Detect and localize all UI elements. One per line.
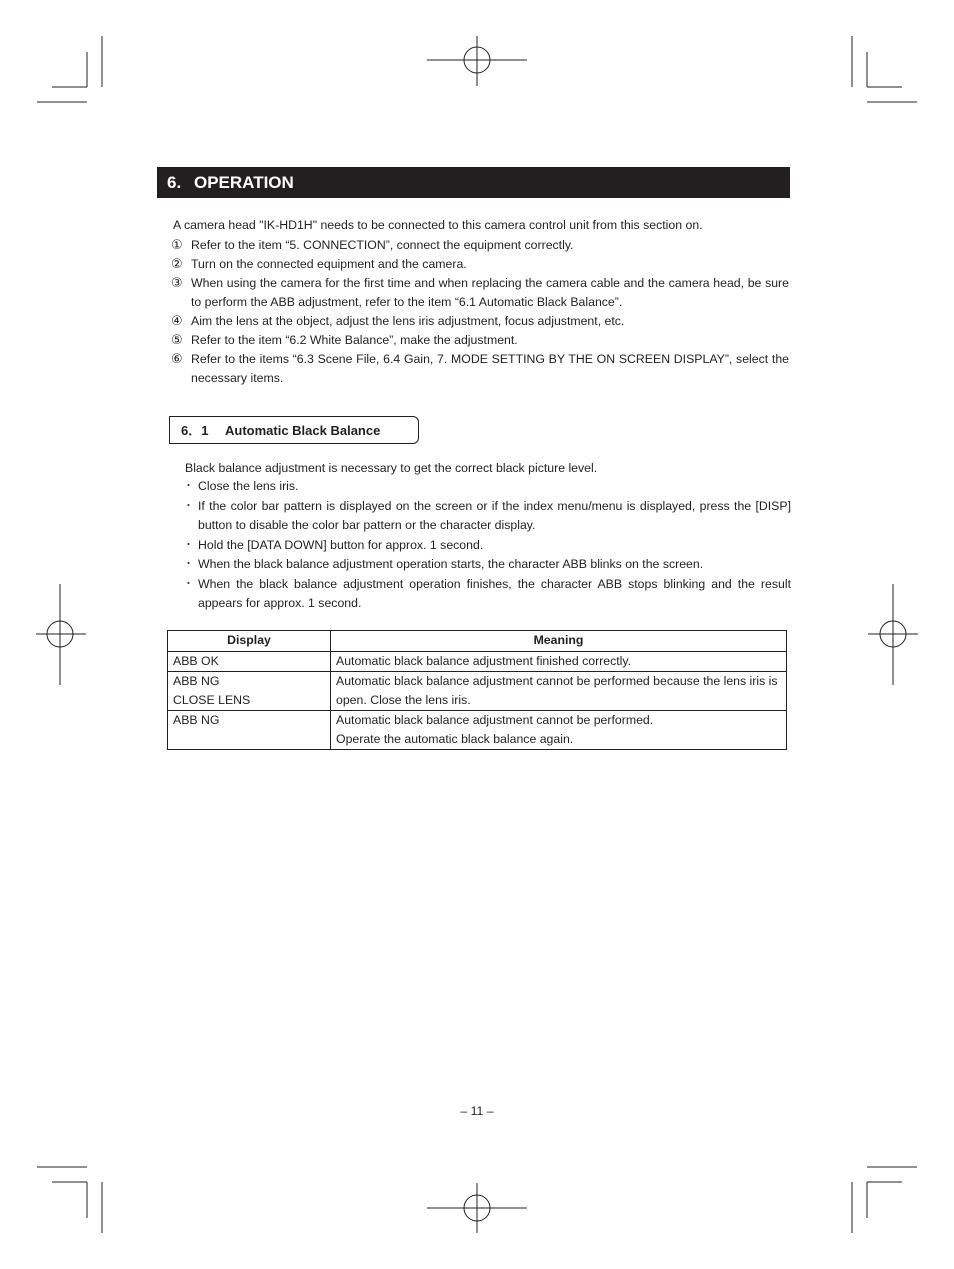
bullet-marker: ・ (183, 499, 194, 512)
meaning-cell (331, 711, 787, 750)
list-item (171, 350, 789, 388)
column-header-meaning: Meaning (331, 631, 787, 652)
step-marker: ① (171, 238, 183, 253)
subsection-intro: Black balance adjustment is necessary to get the correct black picture level. (185, 461, 598, 475)
display-cell (168, 711, 331, 750)
bullet-list (183, 477, 791, 614)
bullet-marker: ・ (183, 538, 194, 551)
list-item (171, 255, 789, 274)
section-intro: A camera head "IK-HD1H" needs to be connected to this camera control unit from this section on. (173, 218, 703, 232)
table-row (168, 652, 787, 672)
meaning-cell (331, 652, 787, 672)
meaning-line: Operate the automatic black balance again. (336, 732, 574, 746)
subsection-number: 6．1 (181, 423, 209, 438)
display-cell (168, 652, 331, 672)
step-marker: ⑤ (171, 333, 183, 348)
display-line: ABB OK (173, 654, 219, 668)
list-item (183, 575, 791, 614)
list-item (183, 477, 791, 497)
list-item (183, 555, 791, 575)
bullet-text: If the color bar pattern is displayed on the screen or if the index menu/menu is displayed, press the [DISP] button to disable the color bar pattern or the character display. (198, 498, 791, 532)
meaning-cell (331, 672, 787, 711)
step-text: Aim the lens at the object, adjust the lens iris adjustment, focus adjustment, etc. (191, 314, 625, 328)
meaning-line: Automatic black balance adjustment cannot be performed. (336, 713, 654, 727)
bullet-marker: ・ (183, 577, 194, 590)
step-text: Refer to the item “5. CONNECTION”, connect the equipment correctly. (191, 238, 574, 252)
section-header (157, 167, 790, 198)
step-text: Turn on the connected equipment and the camera. (191, 257, 467, 271)
table-row (168, 711, 787, 750)
list-item (171, 312, 789, 331)
column-header-display: Display (168, 631, 331, 652)
step-marker: ② (171, 257, 183, 272)
bullet-marker: ・ (183, 558, 194, 570)
step-list (171, 236, 789, 388)
list-item (183, 536, 791, 556)
display-line: ABB NG (173, 674, 220, 688)
bullet-text: When the black balance adjustment operation finishes, the character ABB stops blinking and the result appears for approx. 1 second. (198, 576, 791, 610)
meaning-line: Automatic black balance adjustment finished correctly. (336, 654, 632, 668)
step-text: Refer to the item “6.2 White Balance”, make the adjustment. (191, 333, 518, 347)
step-marker: ④ (171, 314, 183, 329)
step-marker: ⑥ (171, 352, 183, 367)
step-marker: ③ (171, 276, 183, 291)
step-text: When using the camera for the first time and when replacing the camera cable and the camera head, be sure to perform the ABB adjustment, refer to the item “6.1 Automatic Black Balance”. (191, 276, 789, 309)
subsection-title: Automatic Black Balance (225, 423, 381, 438)
bullet-text: Close the lens iris. (198, 479, 299, 493)
subsection-header (169, 416, 419, 444)
list-item (171, 331, 789, 350)
meaning-line: Automatic black balance adjustment cannot be performed because the lens iris is open. Close the lens iris. (336, 674, 778, 707)
display-line: CLOSE LENS (173, 693, 251, 707)
step-text: Refer to the items “6.3 Scene File, 6.4 Gain, 7. MODE SETTING BY THE ON SCREEN DISPLAY”, select the necessary items. (191, 352, 789, 385)
bullet-marker: ・ (183, 480, 194, 492)
page-number: – 11 – (460, 1104, 494, 1118)
table-header-row (168, 631, 787, 652)
list-item (183, 497, 791, 536)
list-item (171, 236, 789, 255)
display-cell (168, 672, 331, 711)
table-row (168, 672, 787, 711)
bullet-text: When the black balance adjustment operation starts, the character ABB blinks on the screen. (198, 557, 704, 571)
list-item (171, 274, 789, 312)
bullet-text: Hold the [DATA DOWN] button for approx. 1 second. (198, 537, 484, 552)
display-meaning-table (167, 630, 787, 750)
display-line: ABB NG (173, 713, 220, 727)
section-title: OPERATION (194, 173, 294, 192)
section-number: 6. (167, 173, 182, 192)
